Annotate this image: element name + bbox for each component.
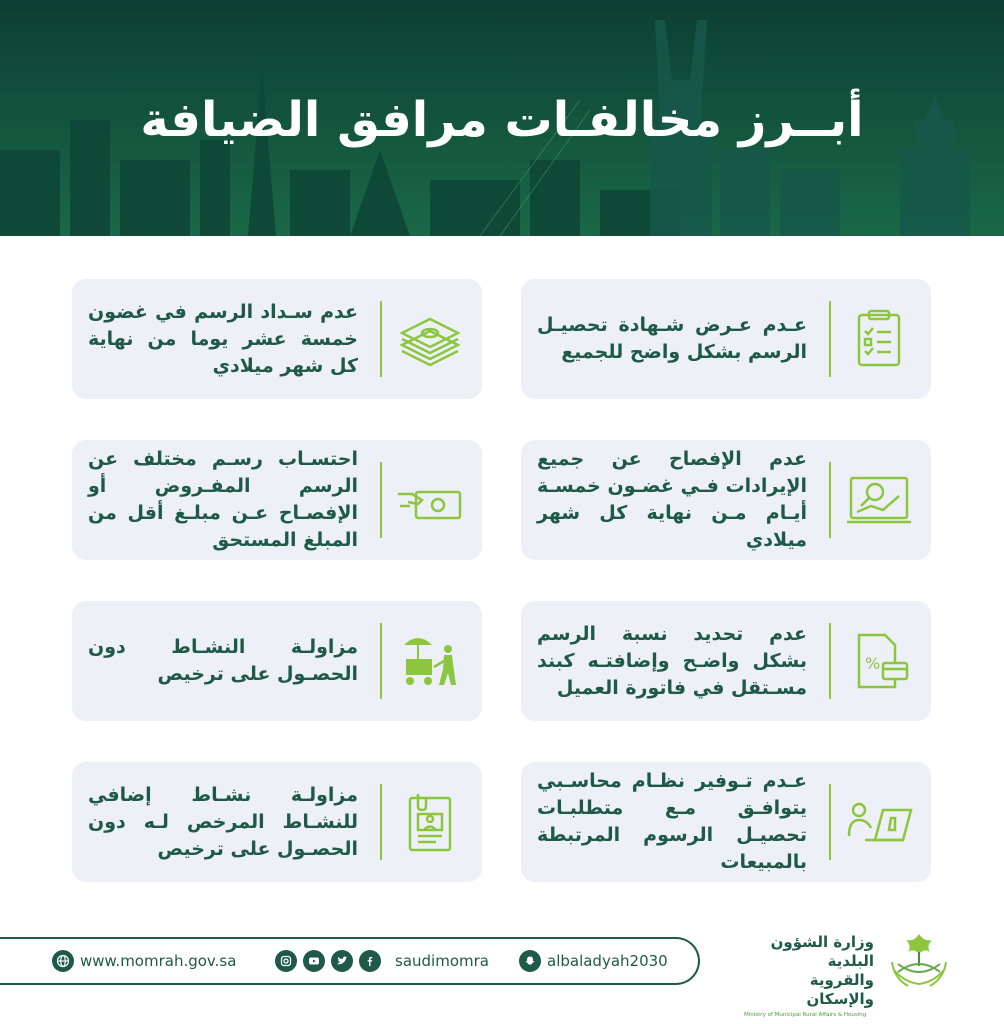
card-divider [380,301,382,377]
violation-text: عـدم تـوفير نظـام محاسـبي يتوافـق مـع متطلبـات تحصيـل الرسوم المرتبطة بالمبيعات [537,770,807,873]
violation-text: عدم الإفصاح عن جميع الإيرادات فـي غضـون خمسـة أيـام مـن نهاية كل شهر ميلادي [537,448,807,551]
violation-card [72,762,482,882]
clipboard-checklist-icon [845,305,913,373]
violation-text: مزاولـة نشـاط إضافي للنشـاط المرخص لـه دون الحصـول على ترخيص [88,783,358,860]
violation-card [521,279,931,399]
card-divider [829,301,831,377]
street-vendor-cart-icon [396,627,464,695]
invoice-percent-icon [845,627,913,695]
social-links [275,948,489,974]
analytics-monitor-icon [845,466,913,534]
violation-text: عدم سـداد الرسم في غضون خمسة عشر يوما من نهاية كل شهر ميلادي [88,300,358,377]
svg-text:%: % [865,654,881,673]
snapchat-link[interactable] [519,948,668,974]
violation-text: عدم تحديد نسبة الرسم بشكل واضـح وإضافتـه كبند مسـتقل في فاتورة العميل [537,622,807,699]
license-document-icon [396,788,464,856]
snapchat-icon [519,950,541,972]
page-title: أبــرز مخالفـات مرافق الضيافة [140,92,864,148]
ministry-name [744,933,874,1019]
violation-card [521,762,931,882]
facebook-icon[interactable] [359,950,381,972]
instagram-icon[interactable] [275,950,297,972]
violation-card [72,440,482,560]
card-divider [829,623,831,699]
website-url: www.momrah.gov.sa [80,952,237,970]
twitter-icon[interactable] [331,950,353,972]
social-handle: saudimomra [395,952,489,970]
violation-card [72,601,482,721]
card-divider [829,462,831,538]
ministry-emblem-logo [884,926,954,992]
snapchat-handle: albaladyah2030 [547,952,668,970]
violation-text: احتسـاب رسـم مختلف عن الرسم المفـروض أو الإفصـاح عـن مبلـغ أقل من المبلغ المستحق [88,448,358,551]
header-banner [0,0,1004,236]
violation-card [521,440,931,560]
ministry-name-ar-line1: وزارة الشؤون البلدية [770,933,874,970]
violation-text: عـدم عـرض شـهادة تحصيـل الرسم بشكل واضح للجميع [537,314,807,363]
website-link[interactable] [52,948,236,974]
ministry-name-en: Ministry of Municipal Rural Affairs & Housing [744,1012,867,1018]
accountant-computer-icon [845,788,913,856]
hand-banknote-icon [396,466,464,534]
globe-icon [52,950,74,972]
violation-card [72,279,482,399]
violation-card [521,601,931,721]
card-divider [829,784,831,860]
card-divider [380,623,382,699]
card-divider [380,462,382,538]
ministry-name-ar-line2: والقروية والإسكان [806,971,874,1008]
money-stack-icon [396,305,464,373]
youtube-icon[interactable] [303,950,325,972]
violation-text: مزاولـة النشـاط دون الحصـول على ترخيص [88,636,358,685]
card-divider [380,784,382,860]
